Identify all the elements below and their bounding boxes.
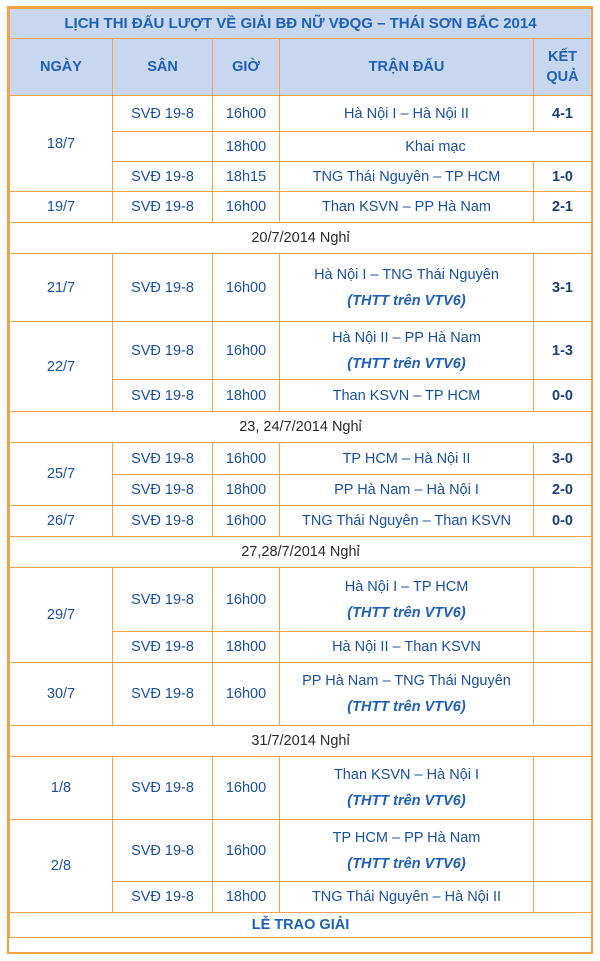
table-row [10,96,592,132]
match-cell [280,568,534,632]
table-row [10,443,592,475]
date-cell: 1/8 [10,757,113,820]
match-cell [280,820,534,882]
result-cell: 2-1 [534,192,592,223]
venue-cell: SVĐ 19-8 [113,632,213,663]
time-cell: 16h00 [213,192,280,223]
time-cell: 16h00 [213,820,280,882]
venue-cell: SVĐ 19-8 [113,757,213,820]
time-cell: 18h00 [213,132,280,162]
match-cell: Hà Nội II – Than KSVN [280,632,534,663]
table-row [10,322,592,380]
tv-note: (THTT trên VTV6) [347,793,466,809]
time-cell: 16h00 [213,254,280,322]
date-cell: 29/7 [10,568,113,663]
date-cell: 22/7 [10,322,113,412]
schedule-frame [7,6,593,954]
rest-day-row: 20/7/2014 Nghỉ [10,223,592,254]
date-cell: 25/7 [10,443,113,506]
venue-cell: SVĐ 19-8 [113,568,213,632]
date-cell: 30/7 [10,663,113,726]
venue-cell: SVĐ 19-8 [113,380,213,412]
result-cell: 1-0 [534,162,592,192]
table-row [10,223,592,254]
table-row [10,568,592,632]
venue-cell: SVĐ 19-8 [113,475,213,506]
rest-day-row: 27,28/7/2014 Nghỉ [10,537,592,568]
match-cell: PP Hà Nam – Hà Nội I [280,475,534,506]
venue-cell: SVĐ 19-8 [113,882,213,913]
header-result-line2: QUẢ [546,69,579,85]
venue-cell [113,132,213,162]
tv-note: (THTT trên VTV6) [347,855,466,872]
match-teams: Hà Nội II – PP Hà Nam [332,329,481,346]
table-title: LỊCH THI ĐẤU LƯỢT VỀ GIẢI BĐ NỮ VĐQG – THÁI SƠN BẮC 2014 [10,9,592,39]
table-row [10,663,592,726]
match-cell: TP HCM – Hà Nội II [280,443,534,475]
time-cell: 16h00 [213,506,280,537]
date-cell: 21/7 [10,254,113,322]
result-cell [534,820,592,882]
result-cell: 2-0 [534,475,592,506]
date-cell: 2/8 [10,820,113,913]
time-cell: 16h00 [213,322,280,380]
table-row [10,726,592,757]
time-cell: 16h00 [213,96,280,132]
result-cell: 3-0 [534,443,592,475]
venue-cell: SVĐ 19-8 [113,322,213,380]
tv-note: (THTT trên VTV6) [347,699,466,715]
tv-note: (THTT trên VTV6) [347,355,466,372]
time-cell: 18h15 [213,162,280,192]
result-cell: 0-0 [534,380,592,412]
result-cell [534,632,592,663]
tv-note: (THTT trên VTV6) [347,292,466,309]
match-cell: Hà Nội I – Hà Nội II [280,96,534,132]
table-row [10,192,592,223]
header-result [534,39,592,96]
match-cell: Khai mạc [280,132,592,162]
match-cell: TNG Thái Nguyên – Than KSVN [280,506,534,537]
table-row [10,913,592,938]
table-row [10,412,592,443]
match-cell: TNG Thái Nguyên – TP HCM [280,162,534,192]
venue-cell: SVĐ 19-8 [113,162,213,192]
match-cell [280,757,534,820]
time-cell: 18h00 [213,632,280,663]
schedule-table [9,8,592,938]
table-row [10,254,592,322]
tv-note: (THTT trên VTV6) [347,604,466,621]
venue-cell: SVĐ 19-8 [113,192,213,223]
date-cell: 18/7 [10,96,113,192]
match-cell: Than KSVN – PP Hà Nam [280,192,534,223]
venue-cell: SVĐ 19-8 [113,96,213,132]
result-cell [534,882,592,913]
match-cell: TNG Thái Nguyên – Hà Nội II [280,882,534,913]
result-cell [534,757,592,820]
table-row [10,757,592,820]
match-cell [280,254,534,322]
header-match: TRẬN ĐẤU [280,39,534,96]
match-teams: TP HCM – PP Hà Nam [332,829,481,846]
venue-cell: SVĐ 19-8 [113,443,213,475]
venue-cell: SVĐ 19-8 [113,663,213,726]
venue-cell: SVĐ 19-8 [113,506,213,537]
match-cell: Than KSVN – TP HCM [280,380,534,412]
venue-cell: SVĐ 19-8 [113,254,213,322]
rest-day-row: 23, 24/7/2014 Nghỉ [10,412,592,443]
venue-cell: SVĐ 19-8 [113,820,213,882]
match-teams: PP Hà Nam – TNG Thái Nguyên [302,673,511,689]
date-cell: 26/7 [10,506,113,537]
result-cell [534,663,592,726]
header-day: NGÀY [10,39,113,96]
time-cell: 18h00 [213,380,280,412]
match-teams: Hà Nội I – TP HCM [344,578,469,595]
match-cell [280,322,534,380]
match-teams: Hà Nội I – TNG Thái Nguyên [314,266,499,283]
match-teams: Than KSVN – Hà Nội I [333,767,480,783]
match-cell [280,663,534,726]
header-venue: SÂN [113,39,213,96]
result-cell: 4-1 [534,96,592,132]
award-ceremony-row: LỄ TRAO GIẢI [10,913,592,938]
time-cell: 16h00 [213,443,280,475]
table-row [10,537,592,568]
time-cell: 18h00 [213,882,280,913]
time-cell: 18h00 [213,475,280,506]
rest-day-row: 31/7/2014 Nghỉ [10,726,592,757]
result-cell: 1-3 [534,322,592,380]
time-cell: 16h00 [213,663,280,726]
result-cell: 0-0 [534,506,592,537]
result-cell [534,568,592,632]
date-cell: 19/7 [10,192,113,223]
table-row [10,820,592,882]
time-cell: 16h00 [213,568,280,632]
time-cell: 16h00 [213,757,280,820]
header-result-line1: KẾT [548,49,577,65]
result-cell: 3-1 [534,254,592,322]
table-row [10,506,592,537]
header-time: GIỜ [213,39,280,96]
